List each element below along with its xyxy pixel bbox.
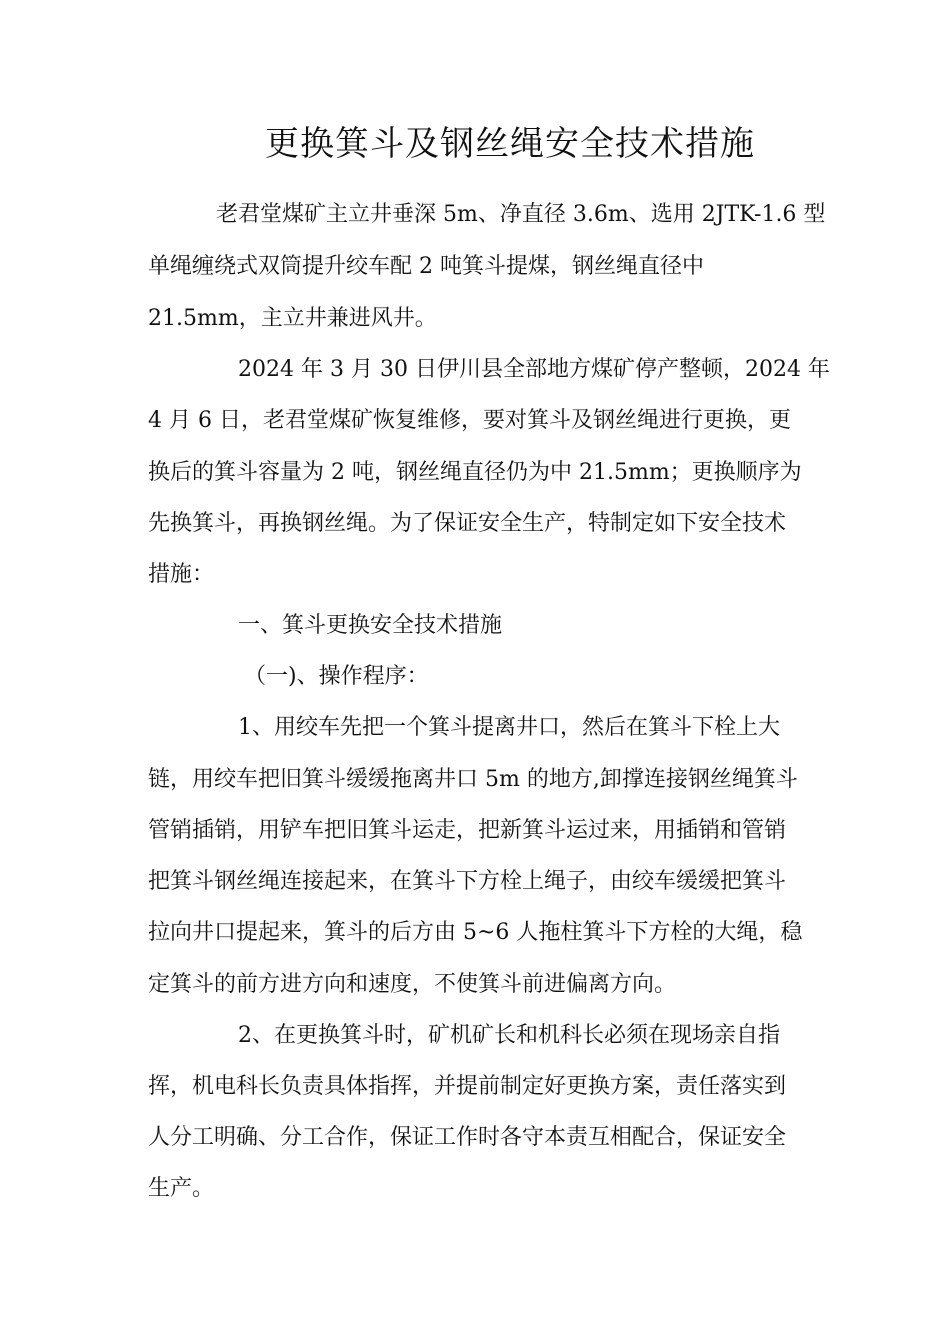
paragraph-line: 单绳缠绕式双筒提升绞车配 2 吨箕斗提煤，钢丝绳直径中 bbox=[148, 254, 704, 279]
subsection-heading: （一)、操作程序： bbox=[244, 664, 429, 689]
paragraph-line: 生产。 bbox=[148, 1176, 215, 1201]
paragraph-line: 拉向井口提起来，箕斗的后方由 5~6 人拖柱箕斗下方栓的大绳，稳 bbox=[148, 920, 803, 945]
paragraph-line: 4 月 6 日，老君堂煤矿恢复维修，要对箕斗及钢丝绳进行更换，更 bbox=[148, 408, 791, 433]
paragraph-line: 换后的箕斗容量为 2 吨，钢丝绳直径仍为中 21.5mm；更换顺序为 bbox=[148, 460, 802, 485]
paragraph-line: 先换箕斗，再换钢丝绳。为了保证安全生产，特制定如下安全技术 bbox=[148, 511, 787, 536]
document-title: 更换箕斗及钢丝绳安全技术措施 bbox=[265, 124, 755, 164]
paragraph-line: 2024 年 3 月 30 日伊川县全部地方煤矿停产整顿，2024 年 bbox=[238, 357, 830, 382]
section-heading: 一、箕斗更换安全技术措施 bbox=[238, 613, 503, 638]
paragraph-line: 老君堂煤矿主立井垂深 5m、净直径 3.6m、选用 2JTK-1.6 型 bbox=[216, 202, 826, 227]
paragraph-line: 2、在更换箕斗时，矿机矿长和机科长必须在现场亲自指 bbox=[238, 1023, 780, 1048]
paragraph-line: 措施： bbox=[148, 562, 215, 587]
paragraph-line: 把箕斗钢丝绳连接起来，在箕斗下方栓上绳子，由绞车缓缓把箕斗 bbox=[148, 869, 787, 894]
paragraph-line: 人分工明确、分工合作，保证工作时各守本责互相配合，保证安全 bbox=[148, 1125, 787, 1150]
paragraph-line: 定箕斗的前方进方向和速度，不使箕斗前进偏离方向。 bbox=[148, 972, 677, 997]
paragraph-line: 链，用绞车把旧箕斗缓缓拖离井口 5m 的地方,卸撑连接钢丝绳箕斗 bbox=[148, 767, 798, 792]
paragraph-line: 挥，机电科长负责具体指挥，并提前制定好更换方案，责任落实到 bbox=[148, 1074, 787, 1099]
paragraph-line: 21.5mm，主立井兼进风井。 bbox=[148, 306, 437, 331]
paragraph-line: 1、用绞车先把一个箕斗提离井口，然后在箕斗下栓上大 bbox=[238, 715, 780, 740]
paragraph-line: 管销插销，用铲车把旧箕斗运走，把新箕斗运过来，用插销和管销 bbox=[148, 818, 787, 843]
